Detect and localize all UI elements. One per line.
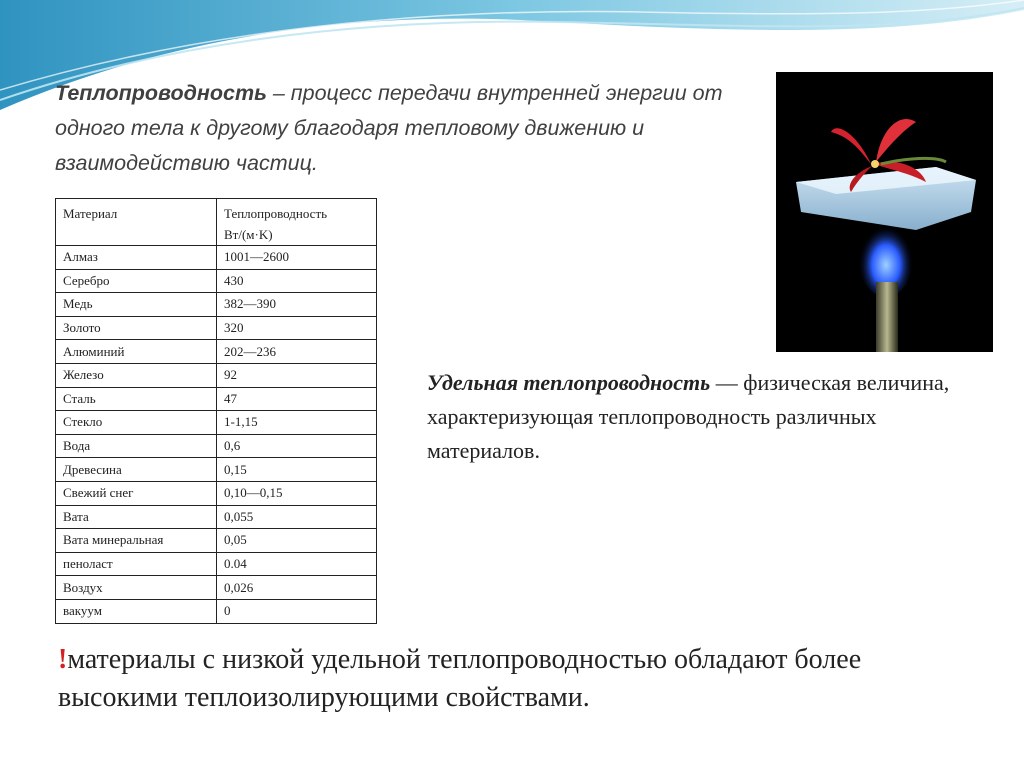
intro-text: – процесс передачи внутренней энергии от одного тела к другому благодаря тепловому движению и взаимодействию частиц. (55, 81, 723, 175)
material-cell: Вода (56, 434, 217, 458)
material-cell: Воздух (56, 576, 217, 600)
material-cell: Медь (56, 293, 217, 317)
value-cell: 47 (217, 387, 377, 411)
table-row (56, 552, 377, 576)
material-cell: Древесина (56, 458, 217, 482)
value-cell: 0 (217, 599, 377, 623)
exclamation-mark: ! (58, 644, 68, 675)
value-cell: 0.04 (217, 552, 377, 576)
material-cell: Алюминий (56, 340, 217, 364)
value-cell: 430 (217, 269, 377, 293)
material-cell: Золото (56, 316, 217, 340)
value-cell: 0,05 (217, 529, 377, 553)
table-row (56, 458, 377, 482)
conclusion-note (58, 641, 958, 717)
table-row (56, 363, 377, 387)
material-cell: вакуум (56, 599, 217, 623)
table-row (56, 340, 377, 364)
value-cell: 382—390 (217, 293, 377, 317)
value-cell: 1001—2600 (217, 246, 377, 270)
thermal-conductivity-table (55, 198, 377, 624)
column-header-material: Материал (56, 199, 217, 246)
intro-definition (55, 76, 770, 181)
column-header-conductivity: Теплопроводность Вт/(м·K) (217, 199, 377, 246)
flower-over-flame-photo (776, 72, 993, 352)
table-row (56, 505, 377, 529)
value-cell: 0,10—0,15 (217, 481, 377, 505)
value-cell: 0,15 (217, 458, 377, 482)
value-cell: 0,055 (217, 505, 377, 529)
note-text: материалы с низкой удельной теплопроводностью обладают более высокими теплоизолирующими свойствами. (58, 644, 862, 713)
table-row (56, 529, 377, 553)
material-cell: Серебро (56, 269, 217, 293)
value-cell: 92 (217, 363, 377, 387)
material-cell: Алмаз (56, 246, 217, 270)
specific-conductivity-definition (427, 366, 987, 468)
table-row (56, 576, 377, 600)
material-cell: Сталь (56, 387, 217, 411)
material-cell: Вата минеральная (56, 529, 217, 553)
table-row (56, 411, 377, 435)
intro-term: Теплопроводность (55, 81, 267, 105)
value-cell: 202—236 (217, 340, 377, 364)
material-cell: Стекло (56, 411, 217, 435)
material-cell: Свежий снег (56, 481, 217, 505)
value-cell: 1-1,15 (217, 411, 377, 435)
definition-term: Удельная теплопроводность (427, 370, 711, 395)
value-cell: 320 (217, 316, 377, 340)
table-row (56, 481, 377, 505)
table-row (56, 387, 377, 411)
material-cell: пеноласт (56, 552, 217, 576)
table-row (56, 246, 377, 270)
material-cell: Вата (56, 505, 217, 529)
table-row (56, 269, 377, 293)
table-row (56, 434, 377, 458)
value-cell: 0,6 (217, 434, 377, 458)
material-cell: Железо (56, 363, 217, 387)
table-header-row (56, 199, 377, 246)
table-row (56, 599, 377, 623)
definition-text: — физическая величина, характеризующая теплопроводность различных материалов. (427, 370, 950, 463)
table-row (56, 316, 377, 340)
value-cell: 0,026 (217, 576, 377, 600)
table-row (56, 293, 377, 317)
